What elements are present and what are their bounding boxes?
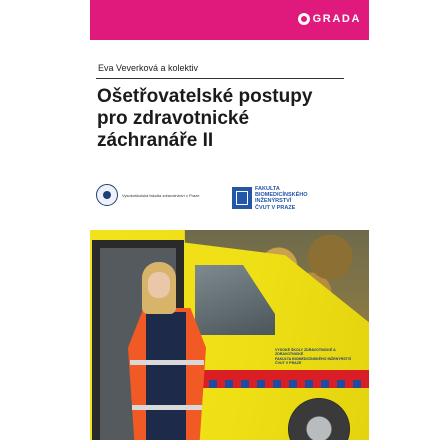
paramedic-vest bbox=[146, 312, 186, 440]
reflective-stripe-lower bbox=[132, 405, 202, 410]
cover-photo bbox=[90, 230, 369, 440]
school-logo-left bbox=[96, 184, 199, 206]
faculty-line-4: ČVUT V PRAZE bbox=[255, 204, 296, 211]
faculty-logo-right bbox=[232, 186, 315, 211]
faculty-line-2: BIOMEDICÍNSKÉHO bbox=[255, 192, 308, 199]
publisher-band bbox=[90, 0, 369, 40]
faculty-line-1: FAKULTA bbox=[255, 186, 280, 192]
grada-logo-icon bbox=[298, 13, 310, 25]
title-line-3: záchranáře II bbox=[97, 130, 214, 151]
van-label-line-1: VYSOKÉ ŠKOLY ZDRAVOTNICKÉ A ZDRAVOTNICKÉ bbox=[275, 348, 336, 357]
publisher-logo bbox=[298, 10, 361, 28]
reflective-stripe-upper bbox=[130, 360, 204, 365]
seal-icon bbox=[96, 184, 118, 206]
faculty-emblem-icon bbox=[232, 187, 252, 209]
title-line-2: pro zdravotnické bbox=[97, 108, 250, 129]
van-label-line-3: ČVUT V PRAZE bbox=[275, 361, 302, 366]
ambulance-check-stripe bbox=[185, 380, 369, 388]
ambulance-red-stripe bbox=[185, 370, 369, 380]
paramedic-face bbox=[148, 272, 170, 298]
ambulance-side-label bbox=[275, 348, 363, 366]
book-cover bbox=[90, 0, 369, 440]
school-logo-left-text: Vysokoškolská fakulta zdravotnictví v Praze bbox=[122, 192, 200, 198]
title-divider bbox=[96, 78, 344, 79]
publisher-name: GRADA bbox=[312, 13, 361, 25]
faculty-line-3: INŽENÝRSTVÍ bbox=[255, 198, 292, 205]
author-line: Eva Veverková a kolektiv bbox=[98, 63, 199, 73]
faculty-logo-right-text bbox=[255, 186, 315, 211]
title-line-1: Ošetřovatelské postupy bbox=[97, 86, 313, 107]
book-title bbox=[97, 86, 347, 152]
van-label-line-2: FAKULTA BIOMEDICÍNSKÉHO INŽENÝRSTVÍ bbox=[275, 356, 352, 361]
